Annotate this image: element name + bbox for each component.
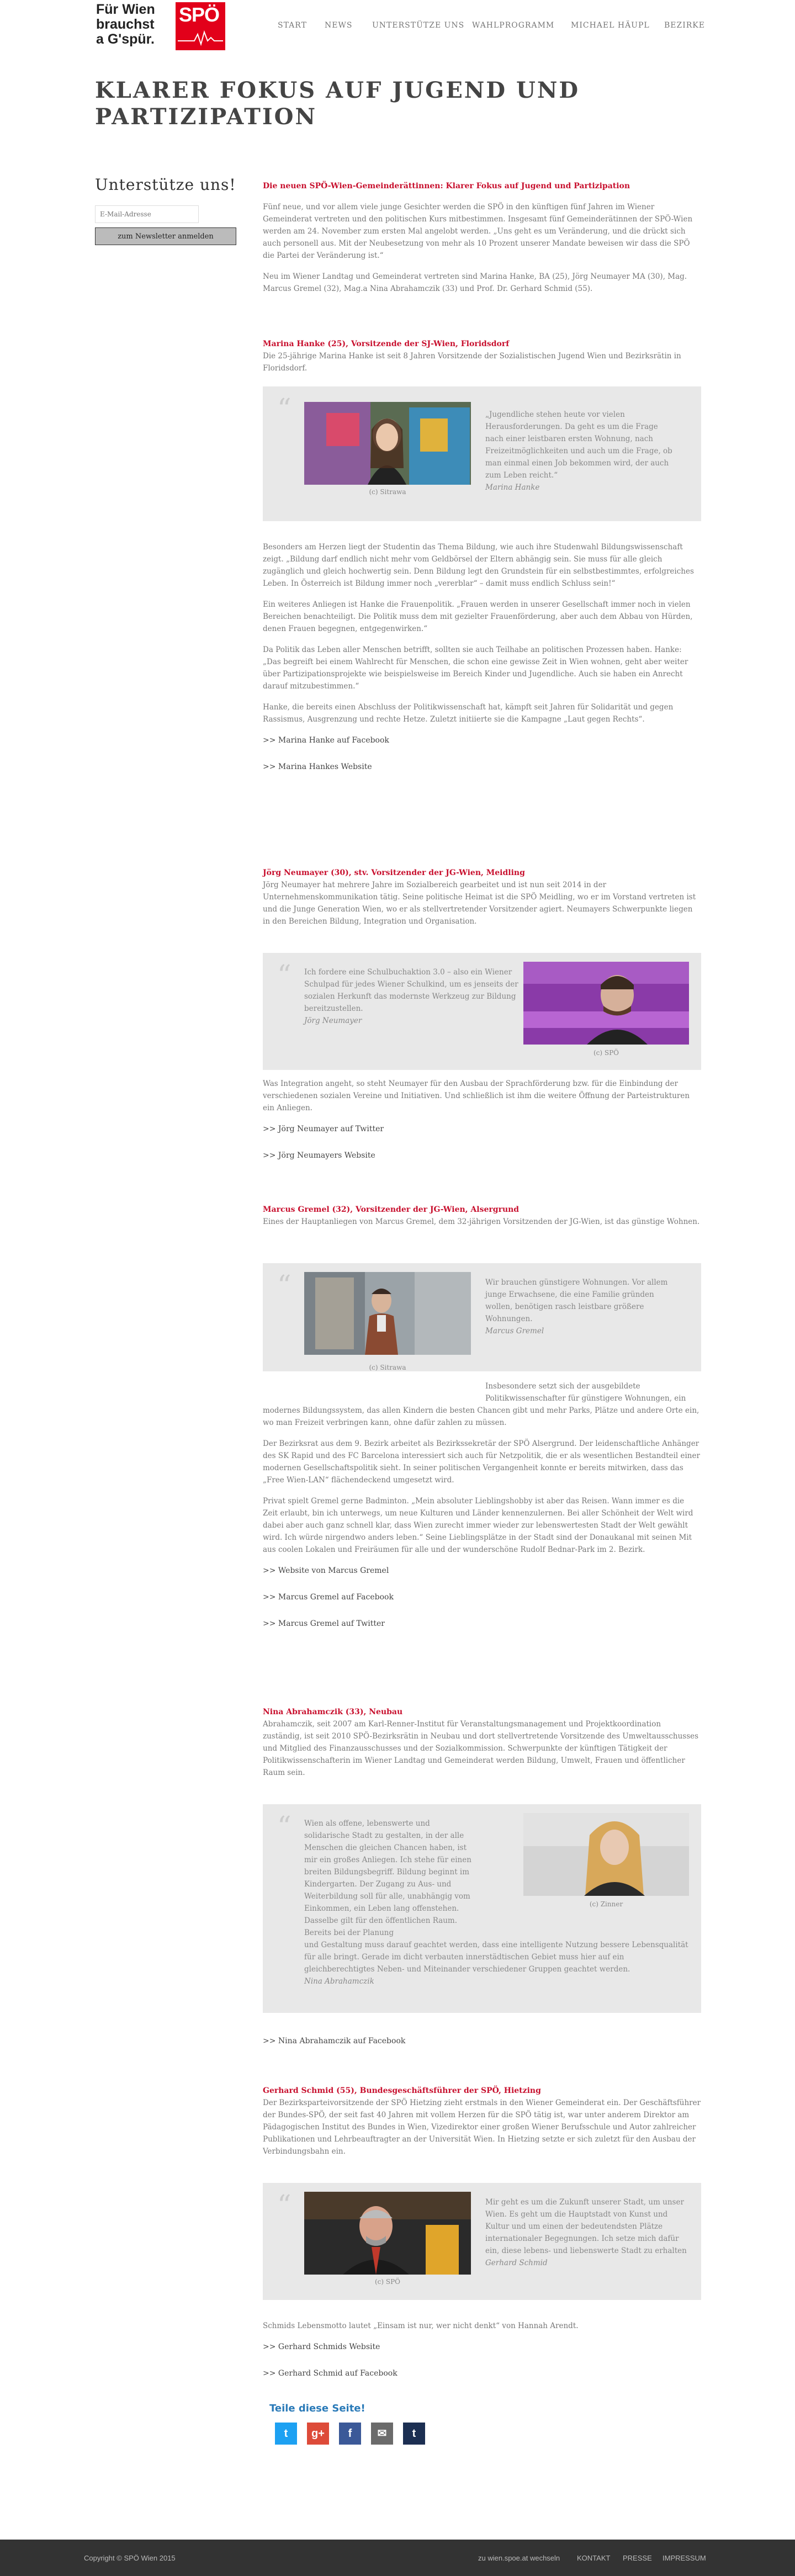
joerg-quote-text (304, 966, 525, 1027)
nina-photo (523, 1813, 689, 1898)
sidebar-heading: Unterstütze uns! (95, 176, 236, 194)
joerg-heading: Jörg Neumayer (30), stv. Vorsitzender der JG-Wien, Meidling (263, 868, 525, 877)
nina-heading: Nina Abrahamczik (33), Neubau (263, 1708, 403, 1716)
nina-abrahamczik-section (263, 1706, 701, 1788)
nina-paragraph-1: Abrahamczik, seit 2007 am Karl-Renner-Institut für Veranstaltungsmanagement und Projektkoordination zuständig, ist seit 2010 SPÖ-Bezirksrätin in Neubau und dort stellvertretende Vorsitzende des Umweltausschusses und Mitglied des Finanzausschusses und der Sozialkommission. Schwerpunkte der künftigen Tätigkeit der Politikwissenschafterin im Wiener Landtag und Gemeinderat werden Bildung, Umwelt, Frauen und öffentlicher Raum sein. (263, 1720, 699, 1777)
nav-news[interactable]: NEWS (325, 21, 353, 30)
marcus-gremel-section (263, 1204, 701, 1237)
marcus-quote-author: Marcus Gremel (485, 1327, 544, 1335)
marina-quote-text (485, 409, 673, 494)
footer-link-kontakt[interactable]: KONTAKT (577, 2554, 611, 2562)
joerg-paragraph-2: Was Integration angeht, so steht Neumayer für den Ausbau der Sprachförderung bzw. für die Einbindung der verschiedenen sozialen Vereine und Initiativen. Und schließlich ist ihm die weitere Öffnung der Parteistrukturen ein Anliegen. (263, 1079, 690, 1112)
email-icon: ✉ (377, 2427, 387, 2440)
gerhard-heading: Gerhard Schmid (55), Bundesgeschäftsführer der SPÖ, Hietzing (263, 2086, 541, 2095)
marcus-more (263, 1380, 701, 1630)
share-twitter-button[interactable] (275, 2423, 297, 2445)
marcus-facebook-link[interactable]: >> Marcus Gremel auf Facebook (263, 1593, 394, 1602)
sidebar (95, 176, 245, 241)
main-nav (0, 21, 795, 34)
googleplus-icon: g+ (311, 2427, 325, 2440)
marina-paragraph-5: Hanke, die bereits einen Abschluss der Politikwissenschaft hat, kämpft seit Jahren für Solidarität und gegen Rassismus, Ausgrenzung und rechte Hetze. Zuletzt initiierte sie die Kampagne „Laut gegen Rechts“. (263, 703, 674, 724)
logo-line-1: Für Wien (96, 2, 155, 17)
nav-bezirke[interactable]: BEZIRKE (664, 21, 705, 30)
gerhard-photo (304, 2192, 471, 2277)
page-title: KLARER FOKUS AUF JUGEND UND PARTIZIPATION (95, 77, 580, 130)
marcus-heading: Marcus Gremel (32), Vorsitzender der JG-Wien, Alsergrund (263, 1205, 520, 1214)
marcus-photo (304, 1272, 471, 1357)
intro-paragraph-2: Neu im Wiener Landtag und Gemeinderat vertreten sind Marina Hanke, BA (25), Jörg Neumayer MA (30), Mag. Marcus Gremel (32), Mag.a Nina Abrahamczik (33) und Prof. Dr. Gerhard Schmid (55). (263, 272, 687, 293)
share-facebook-button[interactable] (339, 2423, 361, 2445)
gerhard-schmid-section (263, 2085, 701, 2166)
quote-icon: “ (277, 2189, 292, 2221)
marina-photo (304, 402, 471, 487)
marcus-paragraph-2a: Insbesondere setzt sich der ausgebildete Politikwissenschafter für günstigere Wohnungen, ein (485, 1382, 686, 1403)
nina-quote-box (263, 1804, 701, 2013)
share-title: Teile diese Seite! (269, 2403, 365, 2414)
gerhard-website-link[interactable]: >> Gerhard Schmids Website (263, 2342, 380, 2351)
newsletter-email-input[interactable] (95, 205, 199, 223)
tumblr-icon: t (412, 2427, 416, 2440)
marcus-website-link[interactable]: >> Website von Marcus Gremel (263, 1566, 389, 1575)
joerg-quote-author: Jörg Neumayer (304, 1016, 362, 1025)
marina-paragraph-4: Da Politik das Leben aller Menschen betrifft, sollten sie auch Teilhabe an politischen Prozessen haben. Hanke: „Das begreift bei einem Wahlrecht für Menschen, die schon eine gewisse Zeit in Wien wohnen, geht aber weiter über Partizipationsprojekte wie beispielsweise im Bereich Kinder und Jugendliche. Auch sie haben ein Anrecht darauf mitzubestimmen.“ (263, 645, 688, 691)
joerg-quote-body: Ich fordere eine Schulbuchaktion 3.0 – also ein Wiener Schulpad für jedes Wiener Schulkind, um es jenseits der sozialen Herkunft das modernste Werkzeug zur Bildung bereitzustellen. (304, 968, 518, 1013)
nina-facebook-link[interactable]: >> Nina Abrahamczik auf Facebook (263, 2037, 406, 2045)
marina-quote-body: „Jugendliche stehen heute vor vielen Herausforderungen. Da geht es um die Frage nach einer leistbaren ersten Wohnung, nach Freizeitmöglichkeiten und auch um die Frage, ob man einmal einen Job bekommen wird, der auch zum Leben reicht.“ (485, 410, 672, 480)
joerg-twitter-link[interactable]: >> Jörg Neumayer auf Twitter (263, 1125, 384, 1133)
share-googleplus-button[interactable] (307, 2423, 329, 2445)
gerhard-paragraph-2: Schmids Lebensmotto lautet „Einsam ist nur, wer nicht denkt“ von Hannah Arendt. (263, 2321, 579, 2330)
quote-icon: “ (277, 393, 292, 425)
marcus-photo-caption: (c) Sitrawa (369, 1364, 406, 1371)
marina-facebook-link[interactable]: >> Marina Hanke auf Facebook (263, 736, 389, 745)
marcus-paragraph-1: Eines der Hauptanliegen von Marcus Gremel, dem 32-jährigen Vorsitzenden der JG-Wien, ist das günstige Wohnen. (263, 1217, 700, 1226)
marcus-quote-body: Wir brauchen günstigere Wohnungen. Vor allem junge Erwachsene, die eine Familie gründen wollen, benötigen rasch leistbare größere Wohnungen. (485, 1278, 668, 1323)
quote-icon: “ (277, 1810, 292, 1842)
quote-icon: “ (277, 959, 292, 991)
nav-start[interactable]: START (278, 21, 307, 30)
marina-heading: Marina Hanke (25), Vorsitzende der SJ-Wien, Floridsdorf (263, 340, 510, 348)
gerhard-quote-body: Mir geht es um die Zukunft unserer Stadt, um unser Wien. Es geht um die Hauptstadt von Kunst und Kultur und um einen der bedeutendsten Plätze internationaler Begegnungen. Ich setze mich dafür ein, diese lebens- und liebenswerte Stadt zu erhalten (485, 2198, 687, 2255)
article-headline: Die neuen SPÖ-Wien-Gemeinderättinnen: Klarer Fokus auf Jugend und Partizipation (263, 182, 630, 190)
gerhard-facebook-link[interactable]: >> Gerhard Schmid auf Facebook (263, 2369, 398, 2378)
nina-quote-body-b: und Gestaltung muss darauf geachtet werden, dass eine intelligente Nutzung bessere Lebensqualität für alle bringt. Gerade im dicht verbauten innerstädtischen Gebiet muss hier auf ein gleichberechtigtes Neben- und Miteinander verschiedener Gruppen geachtet werden. (304, 1941, 688, 1974)
nina-quote-text-a: Wien als offene, lebenswerte und solidarische Stadt zu gestalten, in der alle Menschen die gleichen Chancen haben, ist mir ein großes Anliegen. Ich stehe für einen breiten Bildungsbegriff. Bildung beginnt im Kindergarten. Der Zugang zu Aus- und Weiterbildung soll für alle, unabhängig vom Einkommen, ein Leben lang offenstehen. Dasselbe gilt für den öffentlichen Raum. Bereits bei der Planung (304, 1819, 471, 1937)
joerg-paragraph-1: Jörg Neumayer hat mehrere Jahre im Sozialbereich gearbeitet und ist nun seit 2014 in der Unternehmenskommunikation tätig. Seine politische Heimat ist die SPÖ Meidling, wo er im Vorstand vertreten ist und die Junge Generation Wien, wo er als stellvertretender Vorsitzender agiert. Neumayers Schwerpunkte liegen in den Bereichen Bildung, Integration und Organisation. (263, 881, 696, 926)
marina-website-link[interactable]: >> Marina Hankes Website (263, 762, 372, 771)
share-email-button[interactable] (371, 2423, 393, 2445)
nina-photo-caption: (c) Zinner (589, 1900, 623, 1908)
site-footer (0, 2540, 795, 2576)
marina-paragraph-2: Besonders am Herzen liegt der Studentin das Thema Bildung, wie auch ihre Studenwahl Bildungswissenschaft zeigt. „Bildung darf endlich nicht mehr vom Geldbörsel der Eltern abhängig sein. Sie muss für alle gleich zugänglich und gleich hochwertig sein. Denn Bildung legt den Grundstein für ein selbstbestimmtes, erfolgreiches Leben. In Österreich ist Bildung immer noch „vererblar“ – damit muss endlich Schluss sein!“ (263, 543, 694, 588)
marina-paragraph-1: Die 25-jährige Marina Hanke ist seit 8 Jahren Vorsitzende der Sozialistischen Jugend Wien und Bezirksrätin in Floridsdorf. (263, 352, 681, 373)
logo-line-2: brauchst (96, 17, 155, 32)
nina-quote-text-b (304, 1939, 691, 1987)
joerg-neumayer-section (263, 867, 701, 936)
facebook-icon: f (348, 2427, 352, 2440)
gerhard-photo-caption: (c) SPÖ (374, 2278, 401, 2286)
marcus-paragraph-4: Privat spielt Gremel gerne Badminton. „Mein absoluter Lieblingshobby ist aber das Reisen. Wann immer es die Zeit erlaubt, bin ich unterwegs, um neue Kulturen und Länder kennenzulernen. Bei aller Schönheit der Welt wird dabei aber auch ganz schnell klar, dass Wien zurecht immer wieder zur lebenswertesten Stadt der Welt gewählt wird. Ich würde nirgendwo anders leben.“ Seine Lieblingsplätze in der Stadt sind der Donaukanal mit seinen Mit aus coolen Lokalen und Freiräumen für alle und der wunderschöne Rudolf Bednar-Park im 2. Bezirk. (263, 1497, 693, 1554)
nina-quote-author: Nina Abrahamczik (304, 1977, 374, 1986)
nav-michael-haeupl[interactable]: MICHAEL HÄUPL (571, 21, 650, 30)
marcus-quote-text (485, 1276, 673, 1337)
nav-wahlprogramm[interactable]: WAHLPROGRAMM (472, 21, 555, 30)
footer-copyright: Copyright © SPÖ Wien 2015 (84, 2554, 176, 2562)
marina-paragraph-3: Ein weiteres Anliegen ist Hanke die Frauenpolitik. „Frauen werden in unserer Gesellschaft immer noch in vielen Bereichen benachteiligt. Die Politik muss dem mit gezielter Frauenförderung, aber auch dem Abbau von Hürden, denen Frauen begegnen, entgegenwirken.“ (263, 600, 693, 633)
gerhard-quote-box (263, 2183, 701, 2300)
intro-paragraph-1: Fünf neue, und vor allem viele junge Gesichter werden die SPÖ in den künftigen fünf Jahren im Wiener Gemeinderat vertreten und den politischen Kurs mitbestimmen. Insgesamt fünf Gemeinderätinnen der SPÖ-Wien werden am 24. November zum ersten Mal angelobt werden. „Uns geht es um Veränderung, und die drückt sich auch personell aus. Mit der Neubesetzung von mehr als 10 Prozent unserer Mandate beweisen wir dass die SPÖ die Partei der Veränderung ist.“ (263, 203, 693, 260)
marcus-paragraph-2b: modernes Bildungssystem, das allen Kindern die besten Chancen gibt und mehr Parks, Plätze und andere Orte ein, wo man Freizeit verbringen kann, ohne dafür zahlen zu müssen. (263, 1406, 699, 1427)
marina-more (263, 541, 701, 773)
gerhard-quote-author: Gerhard Schmid (485, 2259, 548, 2267)
marina-hanke-section (263, 338, 701, 383)
marina-quote-box (263, 386, 701, 521)
joerg-quote-box (263, 953, 701, 1070)
marina-photo-caption: (c) Sitrawa (369, 488, 406, 496)
joerg-more (263, 1078, 701, 1162)
footer-link-impressum[interactable]: IMPRESSUM (662, 2554, 706, 2562)
gerhard-quote-text (485, 2196, 690, 2269)
gerhard-paragraph-1: Der Bezirksparteivorsitzende der SPÖ Hietzing zieht erstmals in den Wiener Gemeinderat ein. Der Geschäftsführer der Bundes-SPÖ, der seit fast 40 Jahren mit vollem Herzen für die SPÖ tätig ist, war unter anderem Direktor am Pädagogischen Institut des Bundes in Wien, Vizedirektor einer großen Wiener Berufsschule und Autor zahlreicher Publikationen und Lehrbeauftragter an der Universität Wien. In Hietzing setzte er sich zuletzt für den Ausbau der Verbindungsbahn ein. (263, 2098, 701, 2156)
twitter-icon: t (284, 2427, 288, 2440)
nav-unterstuetze-uns[interactable]: UNTERSTÜTZE UNS (372, 21, 465, 30)
share-tumblr-button[interactable] (403, 2423, 425, 2445)
marcus-twitter-link[interactable]: >> Marcus Gremel auf Twitter (263, 1619, 385, 1628)
marina-quote-author: Marina Hanke (485, 483, 540, 492)
quote-icon: “ (277, 1269, 292, 1301)
joerg-photo-caption: (c) SPÖ (593, 1049, 619, 1057)
nina-more (263, 2035, 701, 2047)
logo-line-3: a G'spür. (96, 31, 155, 47)
footer-link-wien-spoe[interactable]: zu wien.spoe.at wechseln (478, 2554, 560, 2562)
footer-link-presse[interactable]: PRESSE (623, 2554, 652, 2562)
marcus-paragraph-3: Der Bezirksrat aus dem 9. Bezirk arbeitet als Bezirkssekretär der SPÖ Alsergrund. Der leidenschaftliche Anhänger des SK Rapid und des FC Barcelona interessiert sich auch für Netzpolitik, die er als wesentlichen Bestandteil einer modernen Gesellschaftspolitik sieht. In seiner politischen Vergangenheit konnte er bereits mitwirken, dass das „Free Wien-LAN“ flächendeckend umgesetzt wird. (263, 1439, 700, 1485)
gerhard-more (263, 2320, 701, 2379)
joerg-website-link[interactable]: >> Jörg Neumayers Website (263, 1151, 375, 1160)
spo-logo-text: SPÖ (179, 3, 220, 26)
marcus-quote-box (263, 1263, 701, 1371)
intro-section (263, 180, 701, 304)
newsletter-subscribe-button[interactable]: zum Newsletter anmelden (95, 227, 236, 245)
joerg-photo (523, 962, 689, 1047)
site-header (0, 0, 795, 55)
